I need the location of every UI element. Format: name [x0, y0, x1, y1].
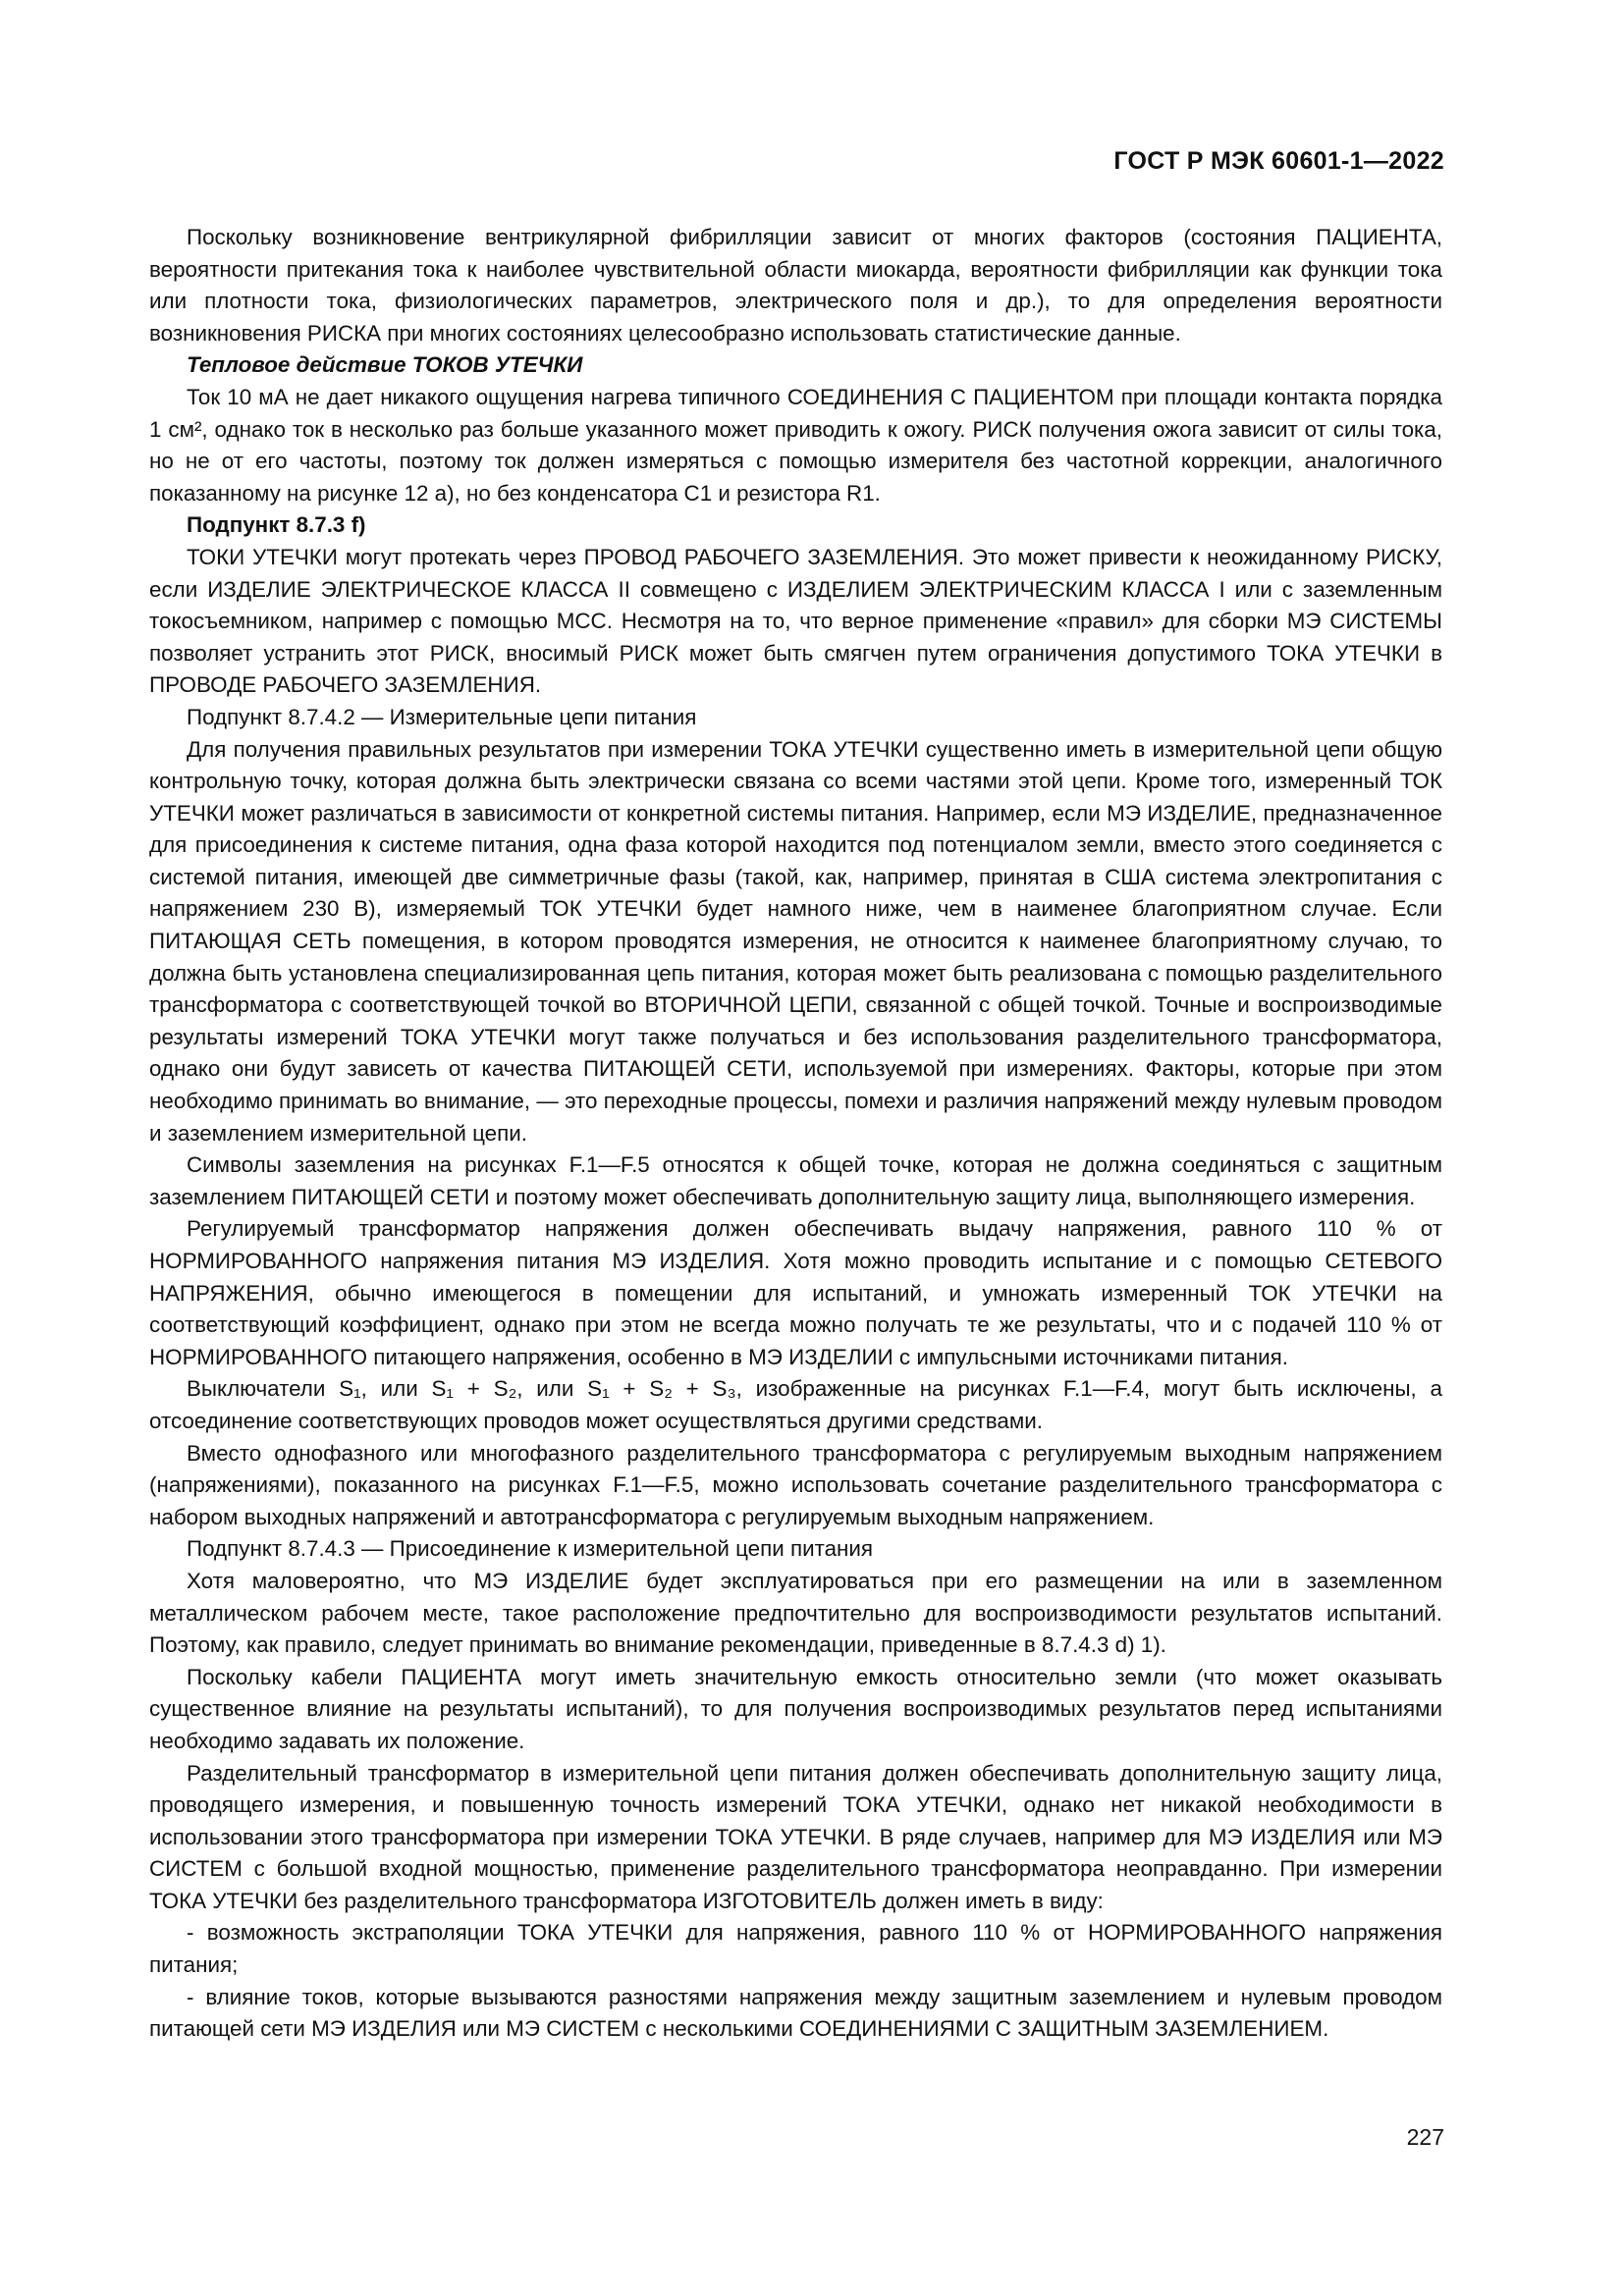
paragraph: Разделительный трансформатор в измерительной цепи питания должен обеспечивать дополнительную защиту лица, проводящего измерения, и повышенную точность измерений ТОКА УТЕЧКИ, однако нет никакой необходимости в использовании этого трансформатора при измерении ТОКА УТЕЧКИ. В ряде случаев, например для МЭ ИЗДЕЛИЯ или МЭ СИСТЕМ с большой входной мощностью, применение разделительного трансформатора неоправданно. При измерении ТОКА УТЕЧКИ без разделительного трансформатора ИЗГОТОВИТЕЛЬ должен иметь в виду:	[149, 1760, 1442, 1913]
document-body	[149, 222, 1442, 2046]
paragraph: Ток 10 мА не дает никакого ощущения нагрева типичного СОЕДИНЕНИЯ С ПАЦИЕНТОМ при площади контакта порядка 1 см², однако ток в несколько раз больше указанного может приводить к ожогу. РИСК получения ожога зависит от силы тока, но не от его частоты, поэтому ток должен измеряться с помощью измерителя без частотной коррекции, аналогичного показанному на рисунке 12 а), но без конденсатора C1 и резистора R1.	[149, 384, 1442, 506]
paragraph: Поскольку кабели ПАЦИЕНТА могут иметь значительную емкость относительно земли (что может оказывать существенное влияние на результаты испытаний), то для получения воспроизводимых результатов перед испытаниями необходимо задавать их положение.	[149, 1664, 1442, 1753]
subclause-title: Подпункт 8.7.4.2 — Измерительные цепи питания	[187, 704, 697, 729]
page-number: 227	[1406, 2124, 1444, 2150]
subclause-title: Подпункт 8.7.4.3 — Присоединение к измерительной цепи питания	[187, 1536, 874, 1562]
document-header: ГОСТ Р МЭК 60601-1—2022	[1113, 147, 1444, 175]
paragraph: ТОКИ УТЕЧКИ могут протекать через ПРОВОД РАБОЧЕГО ЗАЗЕМЛЕНИЯ. Это может привести к неожиданному РИСКУ, если ИЗДЕЛИЕ ЭЛЕКТРИЧЕСКОЕ КЛАССА II совмещено с ИЗДЕЛИЕМ ЭЛЕКТРИЧЕСКИМ КЛАССА I или с заземленным токосъемником, например с помощью МСС. Несмотря на то, что верное применение «правил» для сборки МЭ СИСТЕМЫ позволяет устранить этот РИСК, вносимый РИСК может быть смягчен путем ограничения допустимого ТОКА УТЕЧКИ в ПРОВОДЕ РАБОЧЕГО ЗАЗЕМЛЕНИЯ.	[149, 544, 1442, 698]
paragraph: Символы заземления на рисунках F.1—F.5 относятся к общей точке, которая не должна соединяться с защитным заземлением ПИТАЮЩЕЙ СЕТИ и поэтому может обеспечивать дополнительную защиту лица, выполняющего измерения.	[149, 1152, 1442, 1209]
paragraph: Хотя маловероятно, что МЭ ИЗДЕЛИЕ будет эксплуатироваться при его размещении на или в заземленном металлическом рабочем месте, такое расположение предпочтительно для воспроизводимости результатов испытаний. Поэтому, как правило, следует принимать во внимание рекомендации, приведенные в 8.7.4.3 d) 1).	[149, 1568, 1442, 1658]
list-item: - возможность экстраполяции ТОКА УТЕЧКИ для напряжения, равного 110 % от НОРМИРОВАННОГО напряжения питания;	[149, 1920, 1442, 1978]
paragraph: Вместо однофазного или многофазного разделительного трансформатора с регулируемым выходным напряжением (напряжениями), показанного на рисунках F.1—F.5, можно использовать сочетание разделительного трансформатора с набором выходных напряжений и автотрансформатора с регулируемым выходным напряжением.	[149, 1440, 1442, 1529]
paragraph: Для получения правильных результатов при измерении ТОКА УТЕЧКИ существенно иметь в измерительной цепи общую контрольную точку, которая должна быть электрически связана со всеми частями этой цепи. Кроме того, измеренный ТОК УТЕЧКИ может различаться в зависимости от конкретной системы питания. Например, если МЭ ИЗДЕЛИЕ, предназначенное для присоединения к системе питания, одна фаза которой находится под потенциалом земли, вместо этого соединяется с системой питания, имеющей две симметричные фазы (такой, как, например, принятая в США система электропитания с напряжением 230 В), измеряемый ТОК УТЕЧКИ будет намного ниже, чем в наименее благоприятном случае. Если ПИТАЮЩАЯ СЕТЬ помещения, в котором проводятся измерения, не относится к наименее благоприятному случаю, то должна быть установлена специализированная цепь питания, которая может быть реализована с помощью разделительного трансформатора с соответствующей точкой во ВТОРИЧНОЙ ЦЕПИ, связанной с общей точкой. Точные и воспроизводимые результаты измерений ТОКА УТЕЧКИ могут также получаться и без использования разделительного трансформатора, однако они будут зависеть от качества ПИТАЮЩЕЙ СЕТИ, используемой при измерениях. Факторы, которые при этом необходимо принимать во внимание, — это переходные процессы, помехи и различия напряжений между нулевым проводом и заземлением измерительной цепи.	[149, 736, 1442, 1146]
paragraph: Выключатели S₁, или S₁ + S₂, или S₁ + S₂ + S₃, изображенные на рисунках F.1—F.4, могут быть исключены, а отсоединение соответствующих проводов может осуществляться другими средствами.	[149, 1376, 1442, 1433]
paragraph: Поскольку возникновение вентрикулярной фибрилляции зависит от многих факторов (состояния ПАЦИЕНТА, вероятности притекания тока к наиболее чувствительной области миокарда, вероятности фибрилляции как функции тока или плотности тока, физиологических параметров, электрического поля и др.), то для определения вероятности возникновения РИСКА при многих состояниях целесообразно использовать статистические данные.	[149, 225, 1442, 346]
subclause-heading: Подпункт 8.7.3 f)	[187, 512, 366, 538]
section-heading: Тепловое действие ТОКОВ УТЕЧКИ	[187, 352, 583, 378]
list-item: - влияние токов, которые вызываются разностями напряжения между защитным заземлением и нулевым проводом питающей сети МЭ ИЗДЕЛИЯ или МЭ СИСТЕМ с несколькими СОЕДИНЕНИЯМИ С ЗАЩИТНЫМ ЗАЗЕМЛЕНИЕМ.	[149, 1984, 1442, 2042]
paragraph: Регулируемый трансформатор напряжения должен обеспечивать выдачу напряжения, равного 110 % от НОРМИРОВАННОГО напряжения питания МЭ ИЗДЕЛИЯ. Хотя можно проводить испытание и с помощью СЕТЕВОГО НАПРЯЖЕНИЯ, обычно имеющегося в помещении для испытаний, и умножать измеренный ТОК УТЕЧКИ на соответствующий коэффициент, однако при этом не всегда можно получать те же результаты, что и с подачей 110 % от НОРМИРОВАННОГО питающего напряжения, особенно в МЭ ИЗДЕЛИИ с импульсными источниками питания.	[149, 1216, 1442, 1369]
